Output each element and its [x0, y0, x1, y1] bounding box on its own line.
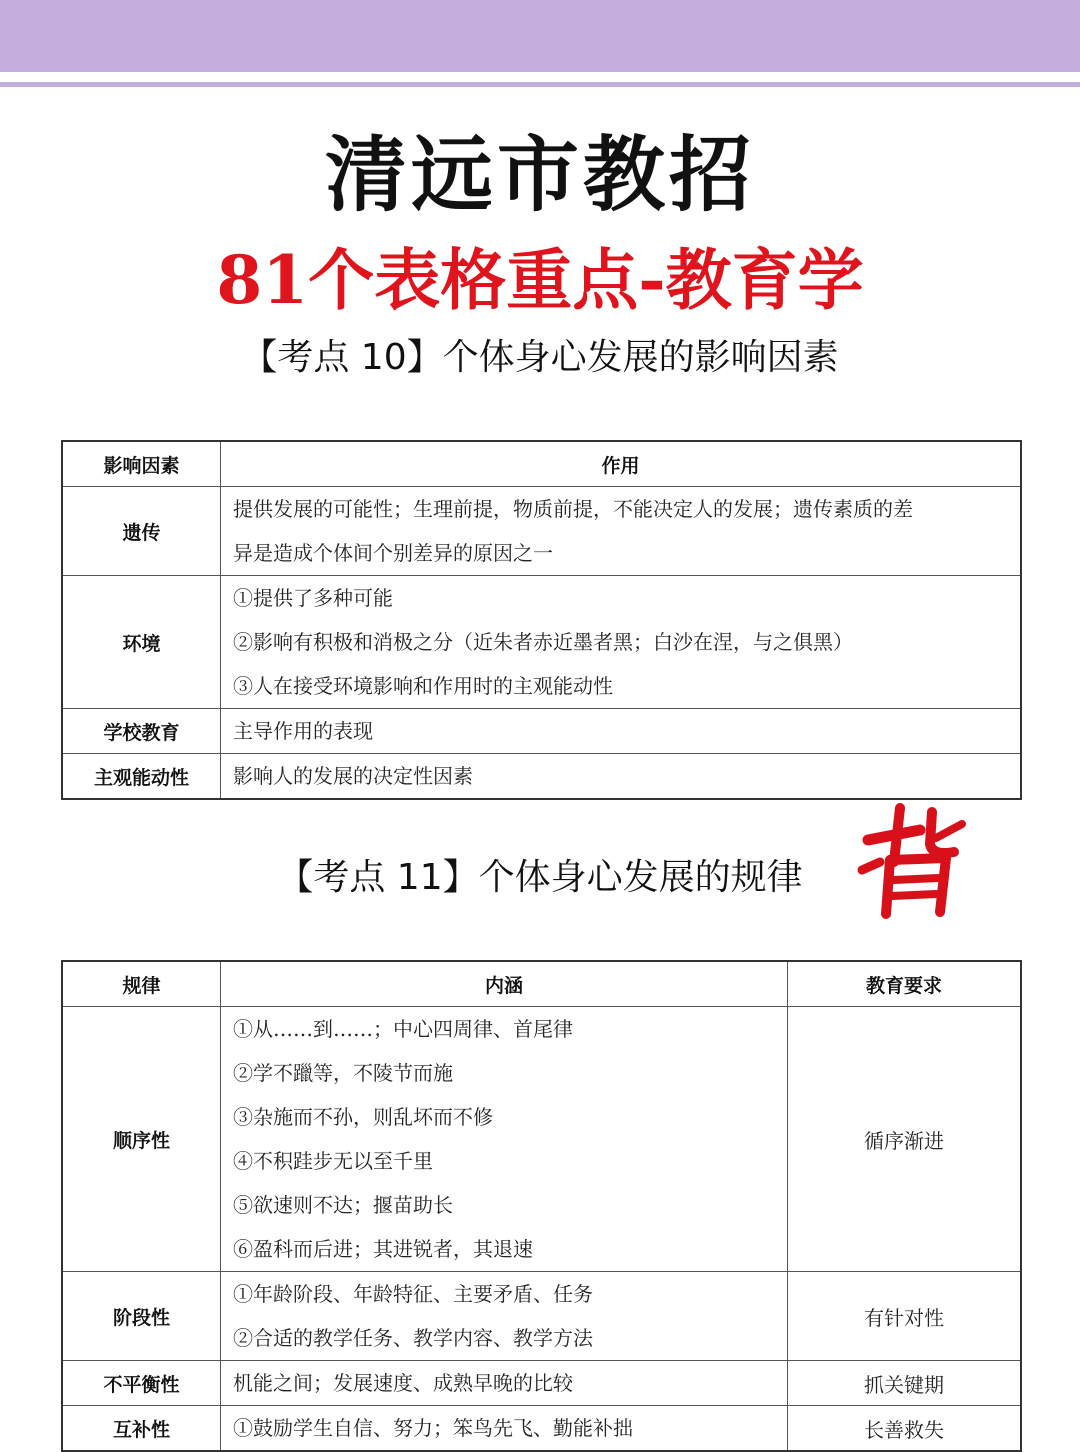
- effect-line: ①提供了多种可能: [233, 586, 393, 610]
- meaning-line: ⑥盈科而后进；其进锐者，其退速: [233, 1237, 533, 1261]
- rule-cell: 顺序性: [62, 1007, 221, 1272]
- effect-line: 影响人的发展的决定性因素: [233, 764, 473, 788]
- meaning-line: ②学不躐等，不陵节而施: [233, 1061, 453, 1085]
- meaning-line: ⑤欲速则不达；揠苗助长: [233, 1193, 453, 1217]
- table-row: [62, 709, 1021, 754]
- requirement-cell: 长善救失: [788, 1406, 1022, 1452]
- section-title-10: 【考点 10】个体身心发展的影响因素: [241, 337, 839, 378]
- page-title: 清远市教招: [324, 128, 755, 223]
- table-row: [62, 1361, 1021, 1406]
- meaning-cell: [221, 1272, 788, 1361]
- table-row: [62, 487, 1021, 576]
- meaning-cell: [221, 1007, 788, 1272]
- column-header: 作用: [221, 441, 1022, 487]
- top-decor-band: [0, 0, 1080, 72]
- table-row: [62, 1272, 1021, 1361]
- meaning-cell: [221, 1406, 788, 1452]
- page-subtitle: 81个表格重点-教育学: [216, 241, 864, 319]
- rules-table: [61, 960, 1022, 1452]
- meaning-cell: [221, 1361, 788, 1406]
- factors-table: [61, 440, 1022, 800]
- rule-cell: 阶段性: [62, 1272, 221, 1361]
- effect-cell: [221, 487, 1022, 576]
- meaning-line: 机能之间；发展速度、成熟早晚的比较: [233, 1371, 573, 1395]
- effect-line: ②影响有积极和消极之分（近朱者赤近墨者黑；白沙在涅，与之俱黑）: [233, 630, 853, 654]
- table-row: [62, 754, 1021, 800]
- table-row: [62, 1406, 1021, 1452]
- requirement-cell: 抓关键期: [788, 1361, 1022, 1406]
- meaning-line: ②合适的教学任务、教学内容、教学方法: [233, 1326, 593, 1350]
- rule-cell: 不平衡性: [62, 1361, 221, 1406]
- table-header-row: [62, 961, 1021, 1007]
- memorize-stamp-icon: [850, 800, 980, 920]
- effect-cell: [221, 754, 1022, 800]
- meaning-line: ①鼓励学生自信、努力；笨鸟先飞、勤能补拙: [233, 1416, 633, 1440]
- effect-line: 主导作用的表现: [233, 719, 373, 743]
- meaning-line: ①年龄阶段、年龄特征、主要矛盾、任务: [233, 1282, 593, 1306]
- table-row: [62, 576, 1021, 709]
- rule-cell: 互补性: [62, 1406, 221, 1452]
- column-header: 内涵: [221, 961, 788, 1007]
- top-decor-line: [0, 82, 1080, 87]
- requirement-cell: 循序渐进: [788, 1007, 1022, 1272]
- section-title-11: 【考点 11】个体身心发展的规律: [277, 857, 803, 898]
- meaning-line: ④不积跬步无以至千里: [233, 1149, 433, 1173]
- factor-cell: 遗传: [62, 487, 221, 576]
- effect-cell: [221, 576, 1022, 709]
- meaning-line: ①从……到……；中心四周律、首尾律: [233, 1017, 573, 1041]
- column-header: 规律: [62, 961, 221, 1007]
- meaning-line: ③杂施而不孙，则乱坏而不修: [233, 1105, 493, 1129]
- column-header: 教育要求: [788, 961, 1022, 1007]
- table-row: [62, 1007, 1021, 1272]
- requirement-cell: 有针对性: [788, 1272, 1022, 1361]
- effect-line: 提供发展的可能性；生理前提，物质前提，不能决定人的发展；遗传素质的差: [233, 497, 913, 521]
- table-header-row: [62, 441, 1021, 487]
- factor-cell: 主观能动性: [62, 754, 221, 800]
- effect-cell: [221, 709, 1022, 754]
- factor-cell: 学校教育: [62, 709, 221, 754]
- effect-line: 异是造成个体间个别差异的原因之一: [233, 541, 553, 565]
- factor-cell: 环境: [62, 576, 221, 709]
- column-header: 影响因素: [62, 441, 221, 487]
- effect-line: ③人在接受环境影响和作用时的主观能动性: [233, 674, 613, 698]
